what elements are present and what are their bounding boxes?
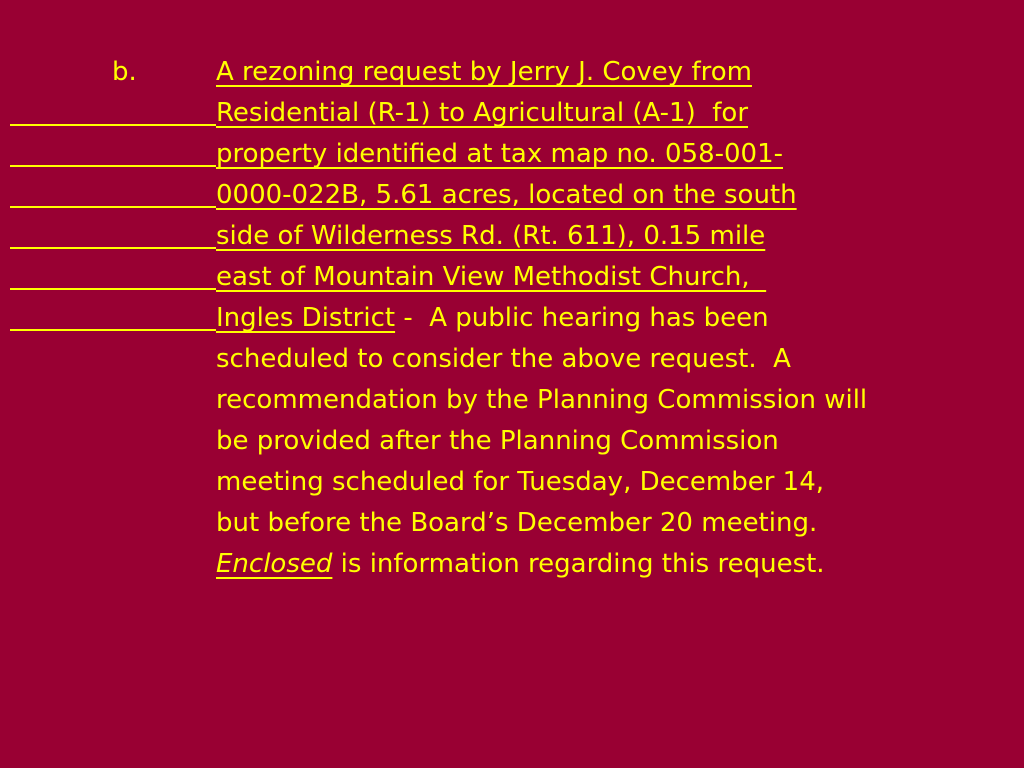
enclosed-word: Enclosed <box>216 549 333 579</box>
text-line <box>0 134 1024 175</box>
item-marker: b. <box>112 57 137 87</box>
fill-rule <box>10 329 216 331</box>
fill-rule <box>10 124 216 126</box>
text-line <box>0 175 1024 216</box>
fill-rule <box>10 247 216 249</box>
text-line <box>0 503 1024 544</box>
title-line: side of Wilderness Rd. (Rt. 611), 0.15 mile <box>216 221 766 251</box>
text-line <box>0 421 1024 462</box>
fill-rule <box>10 288 216 290</box>
text-line <box>0 52 1024 93</box>
title-line: Residential (R-1) to Agricultural (A-1) for <box>216 98 749 128</box>
text-line <box>0 216 1024 257</box>
district-line <box>216 298 769 339</box>
text-line <box>0 257 1024 298</box>
title-line: east of Mountain View Methodist Church, <box>216 262 767 292</box>
text-line <box>0 462 1024 503</box>
body-line: be provided after the Planning Commission <box>216 426 779 456</box>
text-line <box>0 544 1024 585</box>
district-name: Ingles District <box>216 303 396 333</box>
text-line <box>0 93 1024 134</box>
title-line: 0000-022B, 5.61 acres, located on the south <box>216 180 797 210</box>
body-line: scheduled to consider the above request. A <box>216 344 791 374</box>
text-line <box>0 339 1024 380</box>
text-line <box>0 380 1024 421</box>
text-line <box>0 298 1024 339</box>
body-line: recommendation by the Planning Commission will <box>216 385 868 415</box>
title-line: property identified at tax map no. 058-001- <box>216 139 783 169</box>
fill-rule <box>10 165 216 167</box>
title-line: A rezoning request by Jerry J. Covey from <box>216 57 752 87</box>
fill-rule <box>10 206 216 208</box>
enclosed-line <box>216 544 825 585</box>
item-body <box>0 52 1024 585</box>
body-line: meeting scheduled for Tuesday, December 14, <box>216 467 825 497</box>
body-line: but before the Board’s December 20 meeting. <box>216 508 818 538</box>
hearing-text: - A public hearing has been <box>395 303 769 333</box>
enclosed-rest: is information regarding this request. <box>332 549 825 579</box>
